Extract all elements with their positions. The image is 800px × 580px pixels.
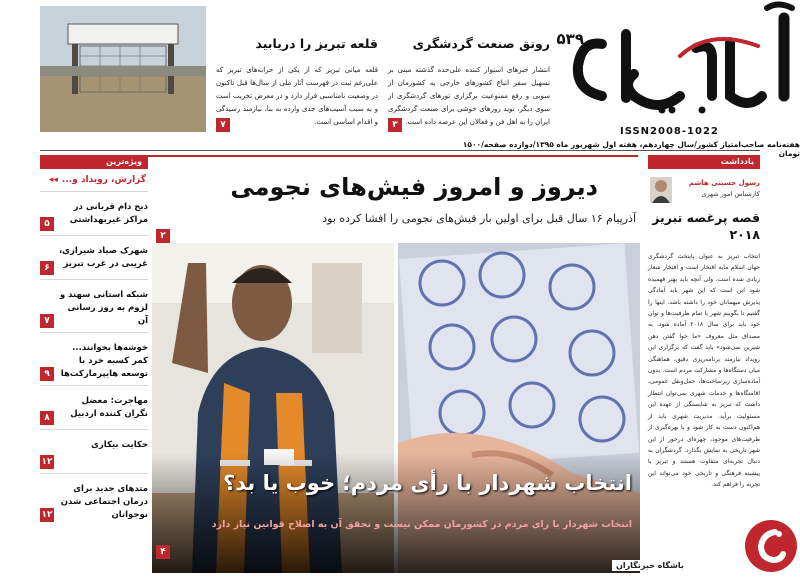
- editorial-title: قصه پرغصه تبریز ۲۰۱۸: [652, 210, 760, 242]
- page-number-badge: ۱۲: [41, 457, 53, 467]
- editorial-header: یادداشت: [648, 155, 760, 169]
- editorial-column[interactable]: [648, 155, 760, 575]
- left-column: [40, 155, 148, 575]
- chevron-left-icon: ◂◂: [48, 175, 58, 185]
- list-item-title: ذبح دام قربانی در مراکز غیربهداشتی: [69, 202, 148, 225]
- author-role: کارشناس امور شهری: [701, 190, 760, 198]
- page-number-badge: ۶: [40, 261, 54, 275]
- teaser-title: رونق صنعت گردشگری: [412, 36, 550, 51]
- page-number-badge: ۹: [40, 367, 54, 381]
- list-item-title: شهرک صیاد شیرازی، غریبی در غرب تبریز: [58, 246, 148, 269]
- main-story[interactable]: [152, 155, 642, 575]
- page-number-badge: ۷: [216, 118, 230, 132]
- page-number-badge: ۴: [156, 545, 170, 559]
- teaser-text: انتشار خبرهای استوار کننده علی‌حده گذشته مبنی بر تسهیل سفر اتباع کشورهای خارجی به کشورمان از سویی و رفع ممنوعیت برگزاری تورهای گردشگری از سوی دیگر، نوید روزهای خوشی برای صنعت گردشگری ایران را به اهل فن و فعالان این عرصه داده است.: [388, 66, 550, 126]
- page-number-badge: ۲: [156, 229, 170, 243]
- page-number-badge: ۵: [40, 217, 54, 231]
- list-item-title: حکایت بیکاری: [91, 440, 148, 450]
- top-strip: [0, 0, 800, 158]
- main-story-rule: [148, 155, 638, 169]
- list-item[interactable]: [40, 191, 148, 235]
- editorial-body: انتخاب تبریز به عنوان پایتخت گردشگری جهان اسلام مایه افتخار است و افتخار شعار زیادی شده است. ولی آنچه باید بهتر فهمیده شود این است که این شهر باید آمادگی پذیرش میهمانان خود را داشته باشد. اینها را گفتیم تا بگوییم شهر با تمام ظرفیت‌ها و توان خود باید برای سال ۲۰۱۸ آماده شود. به مصداق مثل معروف «ما خوا گفتن دهن شیرین نمی‌شود» باید گفت که برگزاری این رویداد نیازمند برنامه‌ریزی دقیق، هماهنگی میان دستگاه‌ها و مشارکت مردم است. بدون آماده‌سازی زیرساخت‌ها، حمل‌ونقل عمومی، اقامتگاه‌ها و خدمات شهری نمی‌توان انتظار داشت که تبریز به شایستگی از عهده این مسئولیت برآید. مدیریت شهری باید از هم‌اکنون دست به کار شود و با بهره‌گیری از ظرفیت‌های موجود، چهره‌ای درخور از این شهر تاریخی به نمایش بگذارد. گردشگران به دنبال تجربه‌ای متفاوت هستند و تبریز با پیشینه فرهنگی و تاریخی خود می‌تواند این تجربه را فراهم کند.: [648, 253, 760, 489]
- issn: ISSN2008-1022: [620, 126, 719, 137]
- page-number-badge: ۳: [388, 118, 402, 132]
- issue-number: ۵۳۹: [556, 30, 584, 48]
- page-number-badge: ۱۲: [41, 510, 53, 520]
- teaser-title: قلعه تبریز را دریابید: [255, 36, 378, 51]
- issue-line: هفته‌نامه صاحب‌امتیاز کشور/سال چهاردهم، هفته اول شهریور ماه ۱۳۹۵/دوازده صفحه/۱۵۰۰ تومان: [462, 140, 800, 158]
- main-headline: دیروز و امروز فیش‌های نجومی: [230, 173, 598, 201]
- list-item[interactable]: [40, 279, 148, 332]
- watermark-text: باشگاه خبرنگاران: [612, 560, 688, 571]
- teaser-tourism[interactable]: [388, 6, 550, 132]
- list-item-title: متدهای جدید برای درمان اجتماعی شدن نوجوانان: [60, 484, 148, 520]
- list-item[interactable]: [40, 332, 148, 385]
- avatar: [650, 177, 672, 203]
- teaser-tabriz-castle[interactable]: [216, 6, 378, 132]
- masthead-logo: [556, 0, 794, 118]
- left-column-header: ویژه‌ترین: [40, 155, 148, 169]
- photo-subheadline: انتخاب شهردار با رای مردم در کشورمان ممکن نیست و تحقق آن به اصلاح قوانین نیاز دارد: [211, 519, 632, 530]
- left-column-subheader: گزارش، رویداد و... ◂◂: [48, 175, 146, 185]
- author-block: [648, 177, 760, 203]
- list-item[interactable]: [40, 385, 148, 429]
- list-item-title: شبکه استانی سهند و لزوم به روز رسانی آن: [59, 290, 148, 326]
- list-item[interactable]: [40, 429, 148, 473]
- page-number-badge: ۷: [40, 314, 54, 328]
- list-item[interactable]: [40, 235, 148, 279]
- photo-headline: انتخاب شهردار با رأی مردم؛ خوب یا بد؟: [223, 471, 632, 495]
- author-name: رسول حسینی هاشم: [688, 179, 760, 187]
- teaser-text: قلعه میانی تبریز که از یکی از خرابه‌های تبریز که علی‌رغم ثبت در فهرست آثار ملی از سال‌ها قبل تاکنون در وضعیت نامناسبی قرار دارد و در معرض تخریب است و به سبب آسیب‌های جدی وارده به بنا، نیازمند رسیدگی و اقدام اساسی است.: [216, 66, 378, 126]
- issue-divider: [40, 150, 760, 151]
- castle-photo: [40, 6, 206, 132]
- page-number-badge: ۸: [40, 411, 54, 425]
- list-item[interactable]: [40, 473, 148, 526]
- list-item-title: مهاجرت: معضل نگران کننده اردبیل: [70, 396, 148, 419]
- watermark-logo: [745, 520, 797, 572]
- main-subheadline: آذرپیام ۱۶ سال قبل برای اولین بار فیش‌های نجومی را افشا کرده بود: [322, 212, 636, 225]
- list-item-title: خوشه‌ها بخوانند... کمر کسبه خرد با توسعه هایپرمارکت‌ها: [60, 343, 148, 379]
